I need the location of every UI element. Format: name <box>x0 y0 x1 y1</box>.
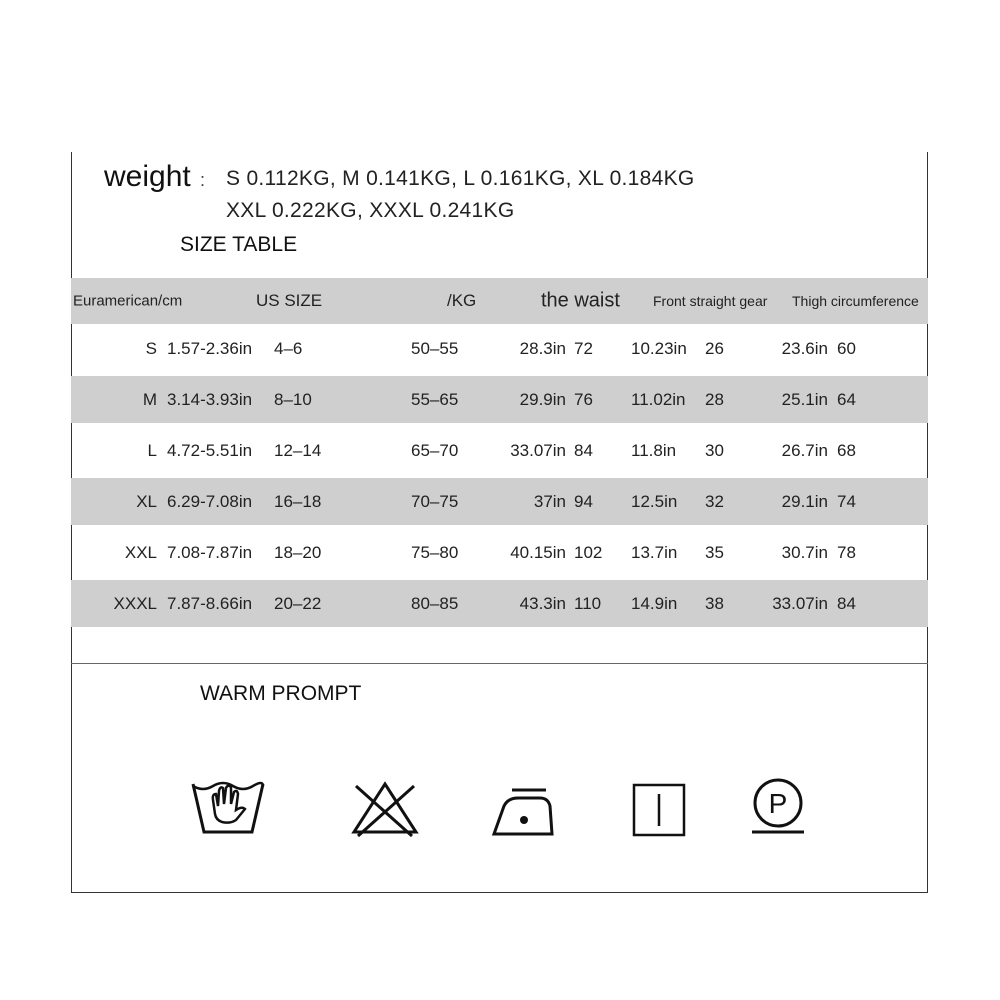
table-row <box>71 427 928 474</box>
cell-front-cm: 30 <box>705 440 724 460</box>
do-not-bleach-icon <box>350 780 420 838</box>
cell-kg: 80–85 <box>411 593 459 613</box>
table-row <box>71 580 928 627</box>
header-kg: /KG <box>447 291 477 310</box>
cell-thigh-cm: 64 <box>837 389 856 409</box>
cell-inch-range: 1.57-2.36in <box>167 338 253 358</box>
table-row <box>71 325 928 372</box>
cell-waist-cm: 76 <box>574 389 593 409</box>
section-divider <box>71 663 928 664</box>
cell-inch-range: 3.14-3.93in <box>167 389 253 409</box>
dry-clean-p-icon <box>748 776 808 836</box>
weight-label: weight <box>104 160 191 193</box>
cell-waist-in: 43.3in <box>519 593 566 613</box>
cell-thigh-cm: 84 <box>837 593 856 613</box>
cell-waist-in: 40.15in <box>510 542 566 562</box>
cell-inch-range: 4.72-5.51in <box>167 440 253 460</box>
cell-waist-in: 33.07in <box>510 440 566 460</box>
cell-front-cm: 35 <box>705 542 724 562</box>
cell-kg: 55–65 <box>411 389 459 409</box>
cell-waist-cm: 72 <box>574 338 593 358</box>
cell-us: 8–10 <box>274 389 312 409</box>
table-row <box>71 478 928 525</box>
cell-size: M <box>142 389 157 409</box>
cell-front-in: 13.7in <box>631 542 678 562</box>
cell-thigh-in: 25.1in <box>781 389 828 409</box>
cell-waist-cm: 102 <box>574 542 603 562</box>
cell-front-cm: 28 <box>705 389 724 409</box>
header-euramerican: Euramerican/cm <box>73 292 183 310</box>
cell-thigh-in: 23.6in <box>781 338 828 358</box>
cell-front-cm: 26 <box>705 338 724 358</box>
cell-thigh-in: 26.7in <box>781 440 828 460</box>
cell-front-cm: 38 <box>705 593 724 613</box>
cell-thigh-cm: 78 <box>837 542 856 562</box>
size-table-title: SIZE TABLE <box>180 233 298 256</box>
cell-waist-cm: 84 <box>574 440 593 460</box>
cell-size: L <box>147 440 157 460</box>
cell-inch-range: 7.08-7.87in <box>167 542 253 562</box>
cell-waist-in: 29.9in <box>519 389 566 409</box>
cell-waist-cm: 110 <box>574 593 602 613</box>
cell-front-in: 11.02in <box>631 389 686 409</box>
cell-us: 20–22 <box>274 593 322 613</box>
cell-thigh-cm: 68 <box>837 440 856 460</box>
cell-front-in: 10.23in <box>631 338 687 358</box>
header-us-size: US SIZE <box>256 291 323 310</box>
cell-front-in: 12.5in <box>631 491 678 511</box>
cell-size: S <box>145 338 157 358</box>
weight-line-2: XXL 0.222KG, XXXL 0.241KG <box>226 199 515 222</box>
cell-size: XL <box>136 491 157 511</box>
cell-kg: 70–75 <box>411 491 459 511</box>
dry-clean-letter: P <box>768 788 788 819</box>
cell-us: 12–14 <box>274 440 322 460</box>
iron-low-icon <box>490 784 556 838</box>
cell-inch-range: 7.87-8.66in <box>167 593 253 613</box>
cell-inch-range: 6.29-7.08in <box>167 491 253 511</box>
header-waist: the waist <box>541 289 620 312</box>
cell-thigh-in: 33.07in <box>772 593 828 613</box>
cell-thigh-cm: 60 <box>837 338 856 358</box>
table-row <box>71 376 928 423</box>
table-row <box>71 529 928 576</box>
cell-us: 18–20 <box>274 542 322 562</box>
header-front-straight-gear: Front straight gear <box>653 293 768 309</box>
hand-wash-icon <box>190 776 266 838</box>
cell-waist-in: 37in <box>533 491 566 511</box>
weight-colon: : <box>200 170 206 190</box>
weight-line-1: S 0.112KG, M 0.141KG, L 0.161KG, XL 0.184KG <box>226 167 695 190</box>
cell-size: XXXL <box>113 593 157 613</box>
cell-thigh-in: 29.1in <box>781 491 828 511</box>
cell-front-in: 11.8in <box>631 440 677 460</box>
size-table-header <box>71 278 928 324</box>
cell-kg: 75–80 <box>411 542 459 562</box>
cell-thigh-in: 30.7in <box>781 542 828 562</box>
warm-prompt-title: WARM PROMPT <box>200 682 362 705</box>
cell-waist-in: 28.3in <box>519 338 566 358</box>
cell-kg: 65–70 <box>411 440 459 460</box>
cell-front-in: 14.9in <box>631 593 678 613</box>
cell-size: XXL <box>124 542 157 562</box>
cell-thigh-cm: 74 <box>837 491 856 511</box>
cell-waist-cm: 94 <box>574 491 593 511</box>
header-thigh-circumference: Thigh circumference <box>792 293 919 309</box>
cell-us: 4–6 <box>274 338 303 358</box>
cell-kg: 50–55 <box>411 338 459 358</box>
line-dry-icon <box>631 782 687 838</box>
cell-front-cm: 32 <box>705 491 724 511</box>
cell-us: 16–18 <box>274 491 322 511</box>
